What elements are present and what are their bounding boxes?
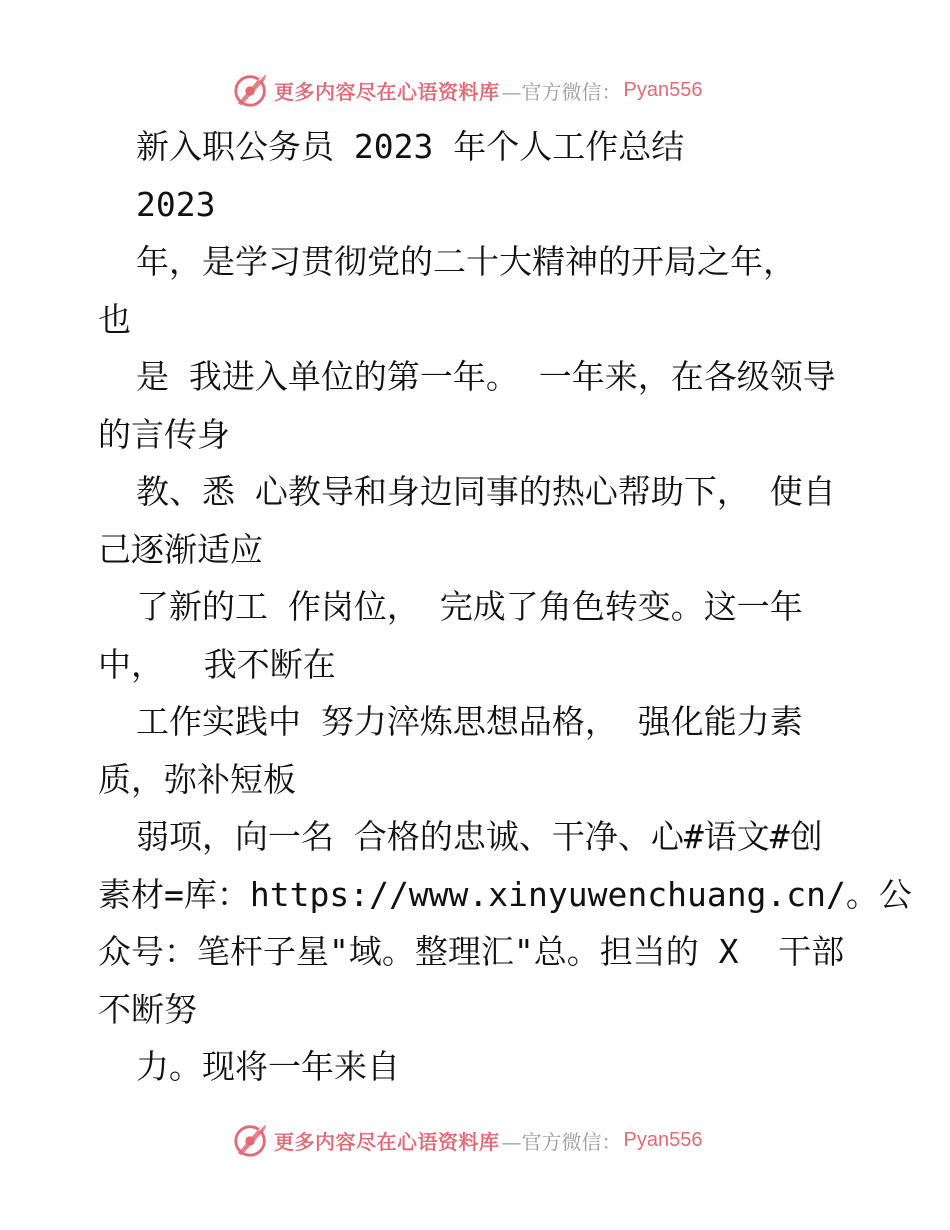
quill-pen-logo-icon — [232, 71, 270, 109]
document-title: 新入职公务员 2023 年个人工作总结 — [136, 127, 685, 166]
paragraph-line: 力。现将一年来自 — [136, 1047, 400, 1086]
paragraph-line: 中， 我不断在 — [98, 644, 336, 684]
banner-site-name: 更多内容尽在心语资料库 — [274, 79, 500, 104]
paragraph-line: 众号：笔杆子星"域。整理汇"总。担当的 X 干部 — [98, 932, 845, 971]
paragraph-line: 的言传身 — [98, 414, 230, 454]
document-body — [98, 118, 912, 1096]
paragraph-line: 不断努 — [98, 989, 197, 1029]
paragraph-line: 是 我进入单位的第一年。 一年来，在各级领导 — [136, 357, 836, 396]
paragraph-line: 教、悉 心教导和身边同事的热心帮助下， 使自 — [136, 472, 836, 511]
banner-wechat-id: Pyan556 — [623, 1128, 703, 1151]
paragraph-line: 了新的工 作岗位， 完成了角色转变。这一年 — [136, 587, 803, 626]
paragraph-line: 质，弥补短板 — [98, 759, 296, 799]
paragraph-line: 也 — [98, 299, 131, 339]
banner-wechat-label: —官方微信： — [501, 79, 622, 104]
paragraph-line: 2023 — [136, 184, 216, 224]
quill-pen-logo-icon — [232, 1121, 270, 1159]
paragraph-line: 素材=库：https://www.xinyuwenchuang.cn/。公 — [98, 874, 912, 914]
banner-site-name: 更多内容尽在心语资料库 — [274, 1129, 500, 1154]
banner-wechat-id: Pyan556 — [623, 78, 703, 101]
paragraph-line: 弱项，向一名 合格的忠诚、干净、心#语文#创 — [136, 817, 823, 856]
paragraph-line: 己逐渐适应 — [98, 529, 263, 569]
footer-watermark-banner — [232, 1120, 702, 1160]
header-watermark-banner — [232, 70, 702, 110]
paragraph-line: 年，是学习贯彻党的二十大精神的开局之年， — [136, 242, 796, 281]
paragraph-line: 工作实践中 努力淬炼思想品格， 强化能力素 — [136, 702, 803, 741]
banner-wechat-label: —官方微信： — [501, 1129, 622, 1154]
